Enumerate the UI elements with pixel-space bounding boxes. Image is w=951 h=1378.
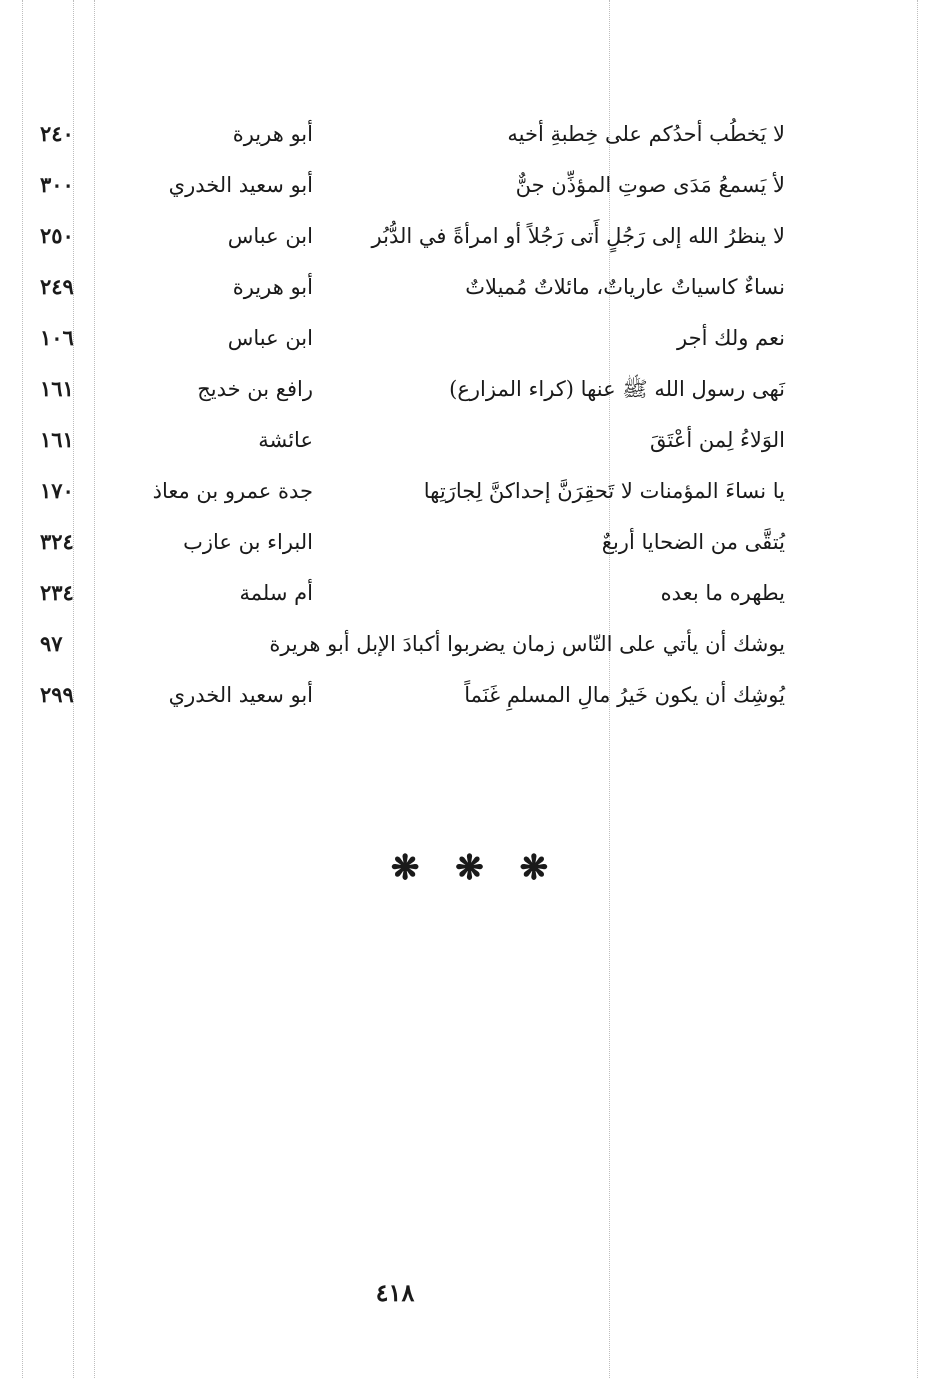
index-row (40, 469, 785, 520)
narrator-name: البراء بن عازب (183, 530, 313, 554)
narrator-name: أبو هريرة (232, 275, 313, 299)
narrator-name: ابن عباس (227, 326, 313, 350)
hadith-text: لأ يَسمعُ مَدَى صوتِ المؤذِّن جنٌّ (515, 173, 785, 197)
index-row (40, 367, 785, 418)
index-row (40, 418, 785, 469)
hadith-text: نعم ولك أجر (677, 326, 785, 350)
hadith-text: الوَلاءُ لِمن أعْتَقَ (649, 428, 785, 452)
page-reference: ٣٢٤ (40, 529, 74, 554)
narrator-name: جدة عمرو بن معاذ (152, 479, 313, 503)
page-reference: ٣٠٠ (40, 172, 74, 197)
hadith-index-list (40, 112, 785, 724)
index-row (40, 316, 785, 367)
hadith-text: يا نساءَ المؤمنات لا تَحقِرَنَّ إحداكنَّ لِجارَتِها (423, 479, 785, 503)
index-row (40, 265, 785, 316)
index-row (40, 520, 785, 571)
page-reference: ٩٧ (40, 631, 63, 656)
narrator-name: رافع بن خديج (197, 377, 313, 401)
narrator-name: أم سلمة (239, 581, 313, 605)
index-row (40, 163, 785, 214)
hadith-text: يوشك أن يأتي على النّاس زمان يضربوا أكبادَ الإبل أبو هريرة (269, 632, 785, 656)
scan-guide-line (917, 0, 918, 1378)
page-reference: ٢٥٠ (40, 223, 74, 248)
hadith-text: نَهى رسول الله ﷺ عنها (كراء المزارع) (449, 377, 785, 401)
index-row (40, 622, 785, 673)
narrator-name: ابن عباس (227, 224, 313, 248)
page-reference: ٢٤٠ (40, 121, 74, 146)
narrator-name: أبو سعيد الخدري (168, 683, 313, 707)
page-reference: ١٠٦ (40, 325, 74, 350)
page-reference: ١٦١ (40, 376, 74, 401)
index-row (40, 673, 785, 724)
hadith-text: يُتقَّى من الضحايا أربعٌ (601, 530, 785, 554)
page-reference: ١٧٠ (40, 478, 74, 503)
page-reference: ٢٩٩ (40, 682, 74, 707)
index-row (40, 571, 785, 622)
hadith-text: يُوشِك أن يكون خَيرُ مالِ المسلمِ غَنَماً (464, 683, 785, 707)
hadith-text: لا يَخطُب أحدُكم على خِطبةِ أخيه (507, 122, 785, 146)
page-reference: ١٦١ (40, 427, 74, 452)
narrator-name: عائشة (258, 428, 313, 452)
index-row (40, 214, 785, 265)
page-number: ٤١٨ (375, 1278, 415, 1307)
page-reference: ٢٣٤ (40, 580, 74, 605)
hadith-text: يطهره ما بعده (660, 581, 785, 605)
index-row (40, 112, 785, 163)
section-separator-ornament: ❋ ❋ ❋ (390, 848, 561, 888)
page-reference: ٢٤٩ (40, 274, 74, 299)
scan-guide-line (22, 0, 23, 1378)
narrator-name: أبو هريرة (232, 122, 313, 146)
narrator-name: أبو سعيد الخدري (168, 173, 313, 197)
hadith-text: نساءٌ كاسياتٌ عارياتٌ، مائلاتٌ مُميلاتٌ (465, 275, 785, 299)
hadith-text: لا ينظرُ الله إلى رَجُلٍ أَتى رَجُلاً أو امرأةً في الدُّبُر (371, 224, 785, 248)
